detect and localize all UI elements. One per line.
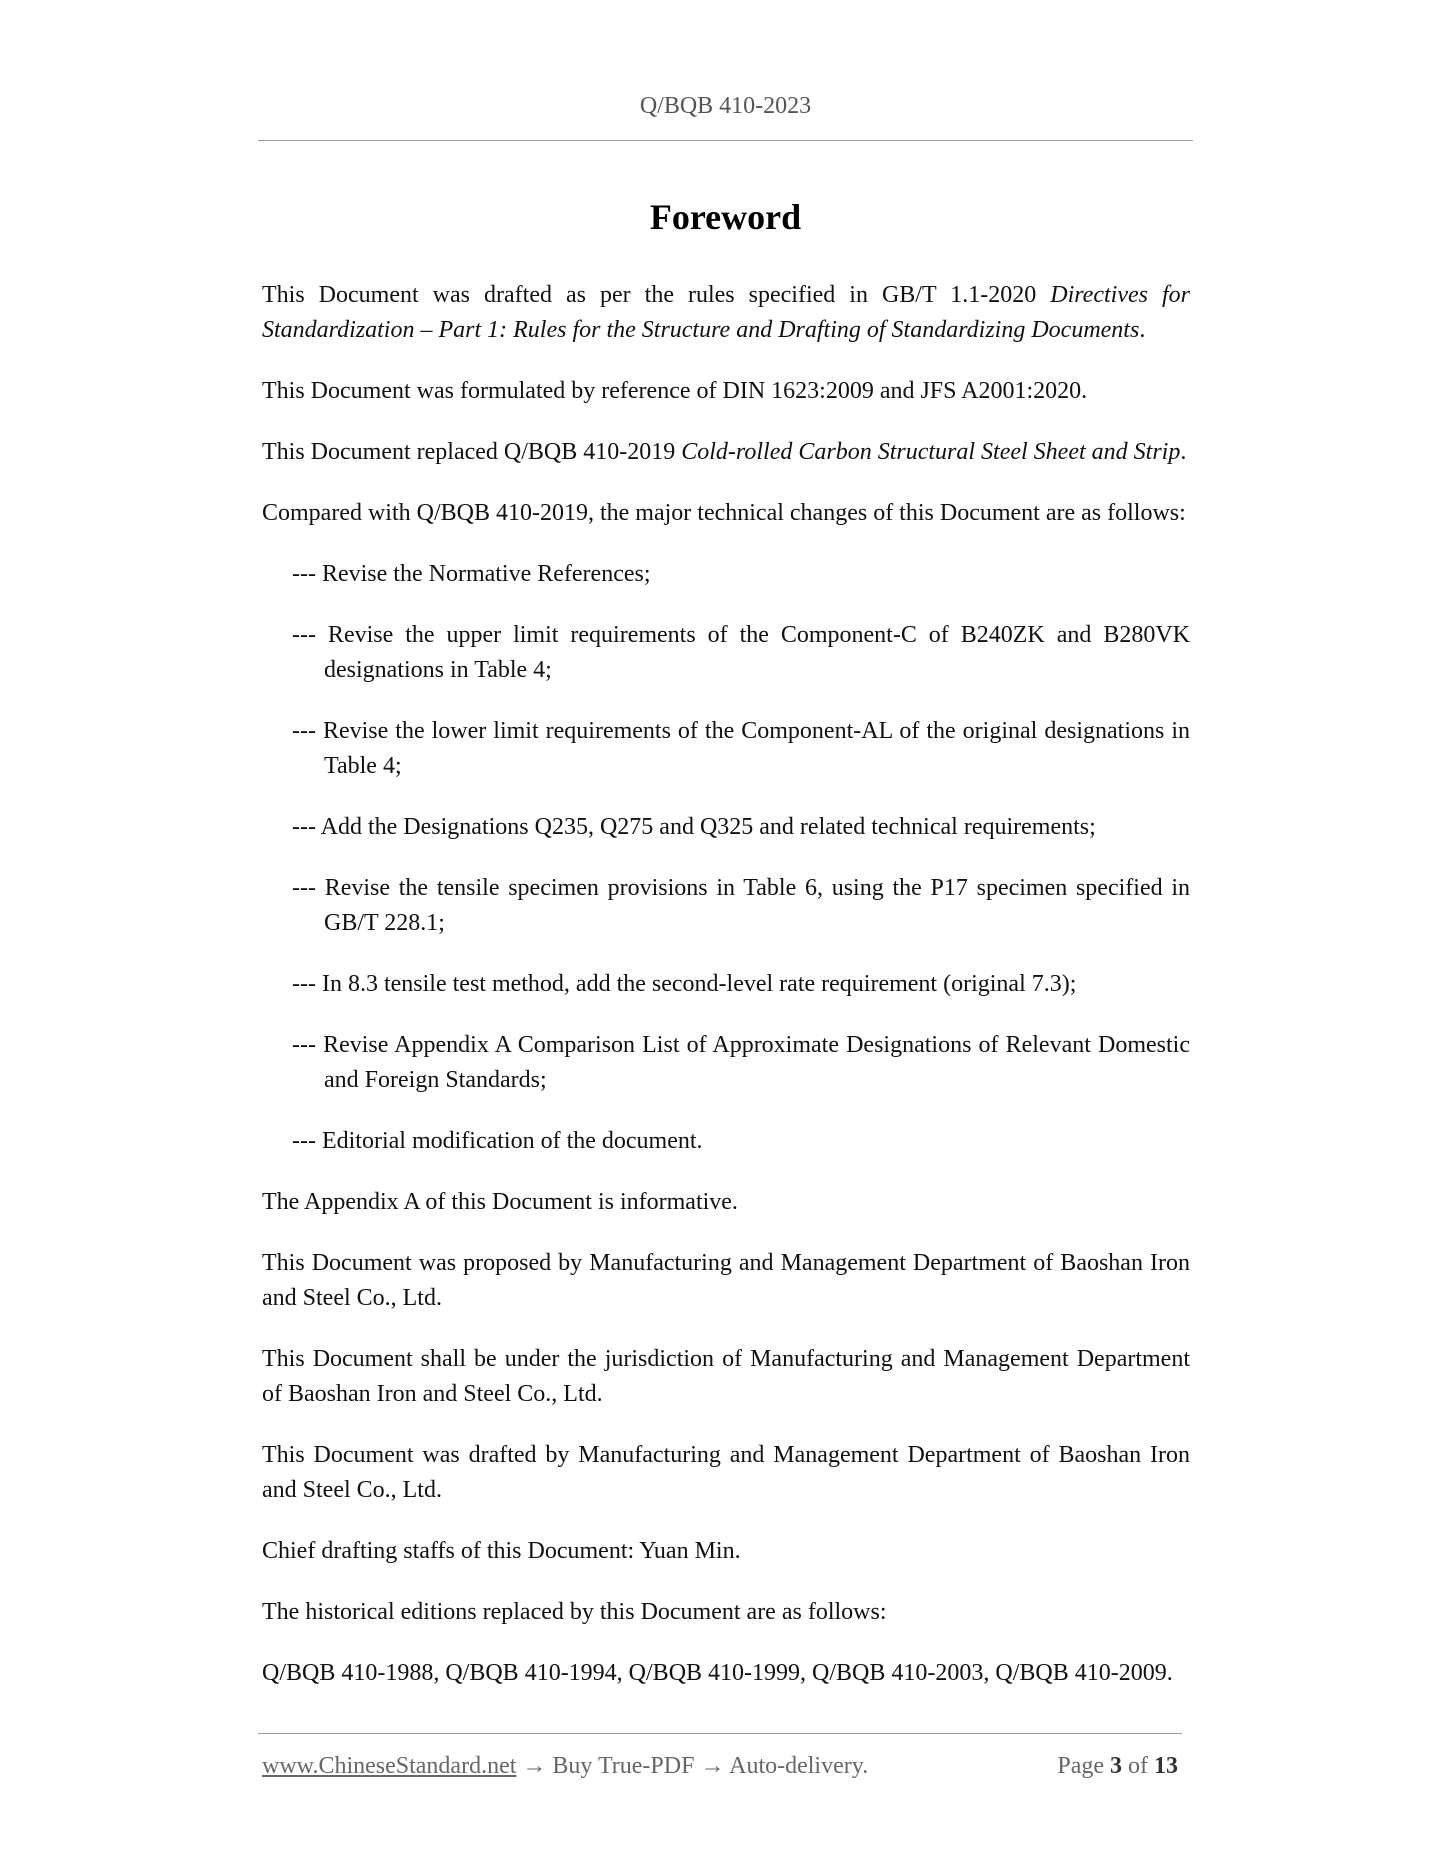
paragraph-staff: Chief drafting staffs of this Document: Yuan Min. [262,1538,741,1564]
page-title: Foreword [649,197,802,237]
paragraph-replaced [262,435,1190,470]
change-list-item: --- Revise the lower limit requirements of the Component-AL of the original designations in Table 4; [292,718,1190,779]
change-list-item: --- Revise the Normative References; [292,561,651,587]
change-list-item: --- Revise Appendix A Comparison List of Approximate Designations of Relevant Domestic and Foreign Standards; [292,1032,1190,1093]
paragraph-appendix: The Appendix A of this Document is informative. [262,1189,738,1215]
paragraph-proposed: This Document was proposed by Manufacturing and Management Department of Baoshan Iron and Steel Co., Ltd. [262,1250,1190,1311]
paragraph-text: This Document replaced Q/BQB 410-2019 [262,439,682,465]
change-list-item: --- Editorial modification of the document. [292,1128,703,1154]
footer-promo [262,1753,868,1780]
site-link[interactable]: www.ChineseStandard.net [262,1753,517,1779]
change-list-item: --- Revise the upper limit requirements of the Component-C of B240ZK and B280VK designations in Table 4; [292,622,1190,683]
paragraph-reference: This Document was formulated by reference of DIN 1623:2009 and JFS A2001:2020. [262,378,1088,404]
paragraph-text: . [1139,317,1146,343]
footer-divider [258,1733,1182,1734]
page-current: 3 [1110,1753,1122,1779]
change-list-item: --- In 8.3 tensile test method, add the second-level rate requirement (original 7.3); [292,971,1077,997]
paragraph-jurisdiction: This Document shall be under the jurisdiction of Manufacturing and Management Department of Baoshan Iron and Steel Co., Ltd. [262,1346,1190,1407]
change-list-item: --- Revise the tensile specimen provisions in Table 6, using the P17 specimen specified in GB/T 228.1; [292,875,1190,936]
standard-title-italic: Directives for Standardization – Part 1: Rules for the Structure and Drafting of Standardizing Documents [262,282,1190,343]
header-divider [258,140,1193,141]
paragraph-drafting-rules [262,278,1190,348]
running-header: Q/BQB 410-2023 [639,93,812,119]
promo-text: → Buy True-PDF → Auto-delivery. [516,1753,869,1779]
page-number [1057,1753,1178,1780]
page-of-label: of [1122,1753,1154,1779]
paragraph-history-list: Q/BQB 410-1988, Q/BQB 410-1994, Q/BQB 410-1999, Q/BQB 410-2003, Q/BQB 410-2009. [262,1660,1173,1686]
foreword-body [262,278,1190,1717]
change-list-item: --- Add the Designations Q235, Q275 and Q325 and related technical requirements; [292,814,1096,840]
paragraph-text: This Document was drafted as per the rules specified in GB/T 1.1-2020 [262,282,1051,308]
paragraph-changes-intro: Compared with Q/BQB 410-2019, the major technical changes of this Document are as follows: [262,500,1186,526]
page-total: 13 [1154,1753,1178,1779]
paragraph-history-intro: The historical editions replaced by this Document are as follows: [262,1599,887,1625]
paragraph-drafted: This Document was drafted by Manufacturing and Management Department of Baoshan Iron and Steel Co., Ltd. [262,1442,1190,1503]
paragraph-text: . [1180,439,1187,465]
page-label: Page [1057,1753,1110,1779]
standard-title-italic: Cold-rolled Carbon Structural Steel Sheet and Strip [681,439,1181,465]
